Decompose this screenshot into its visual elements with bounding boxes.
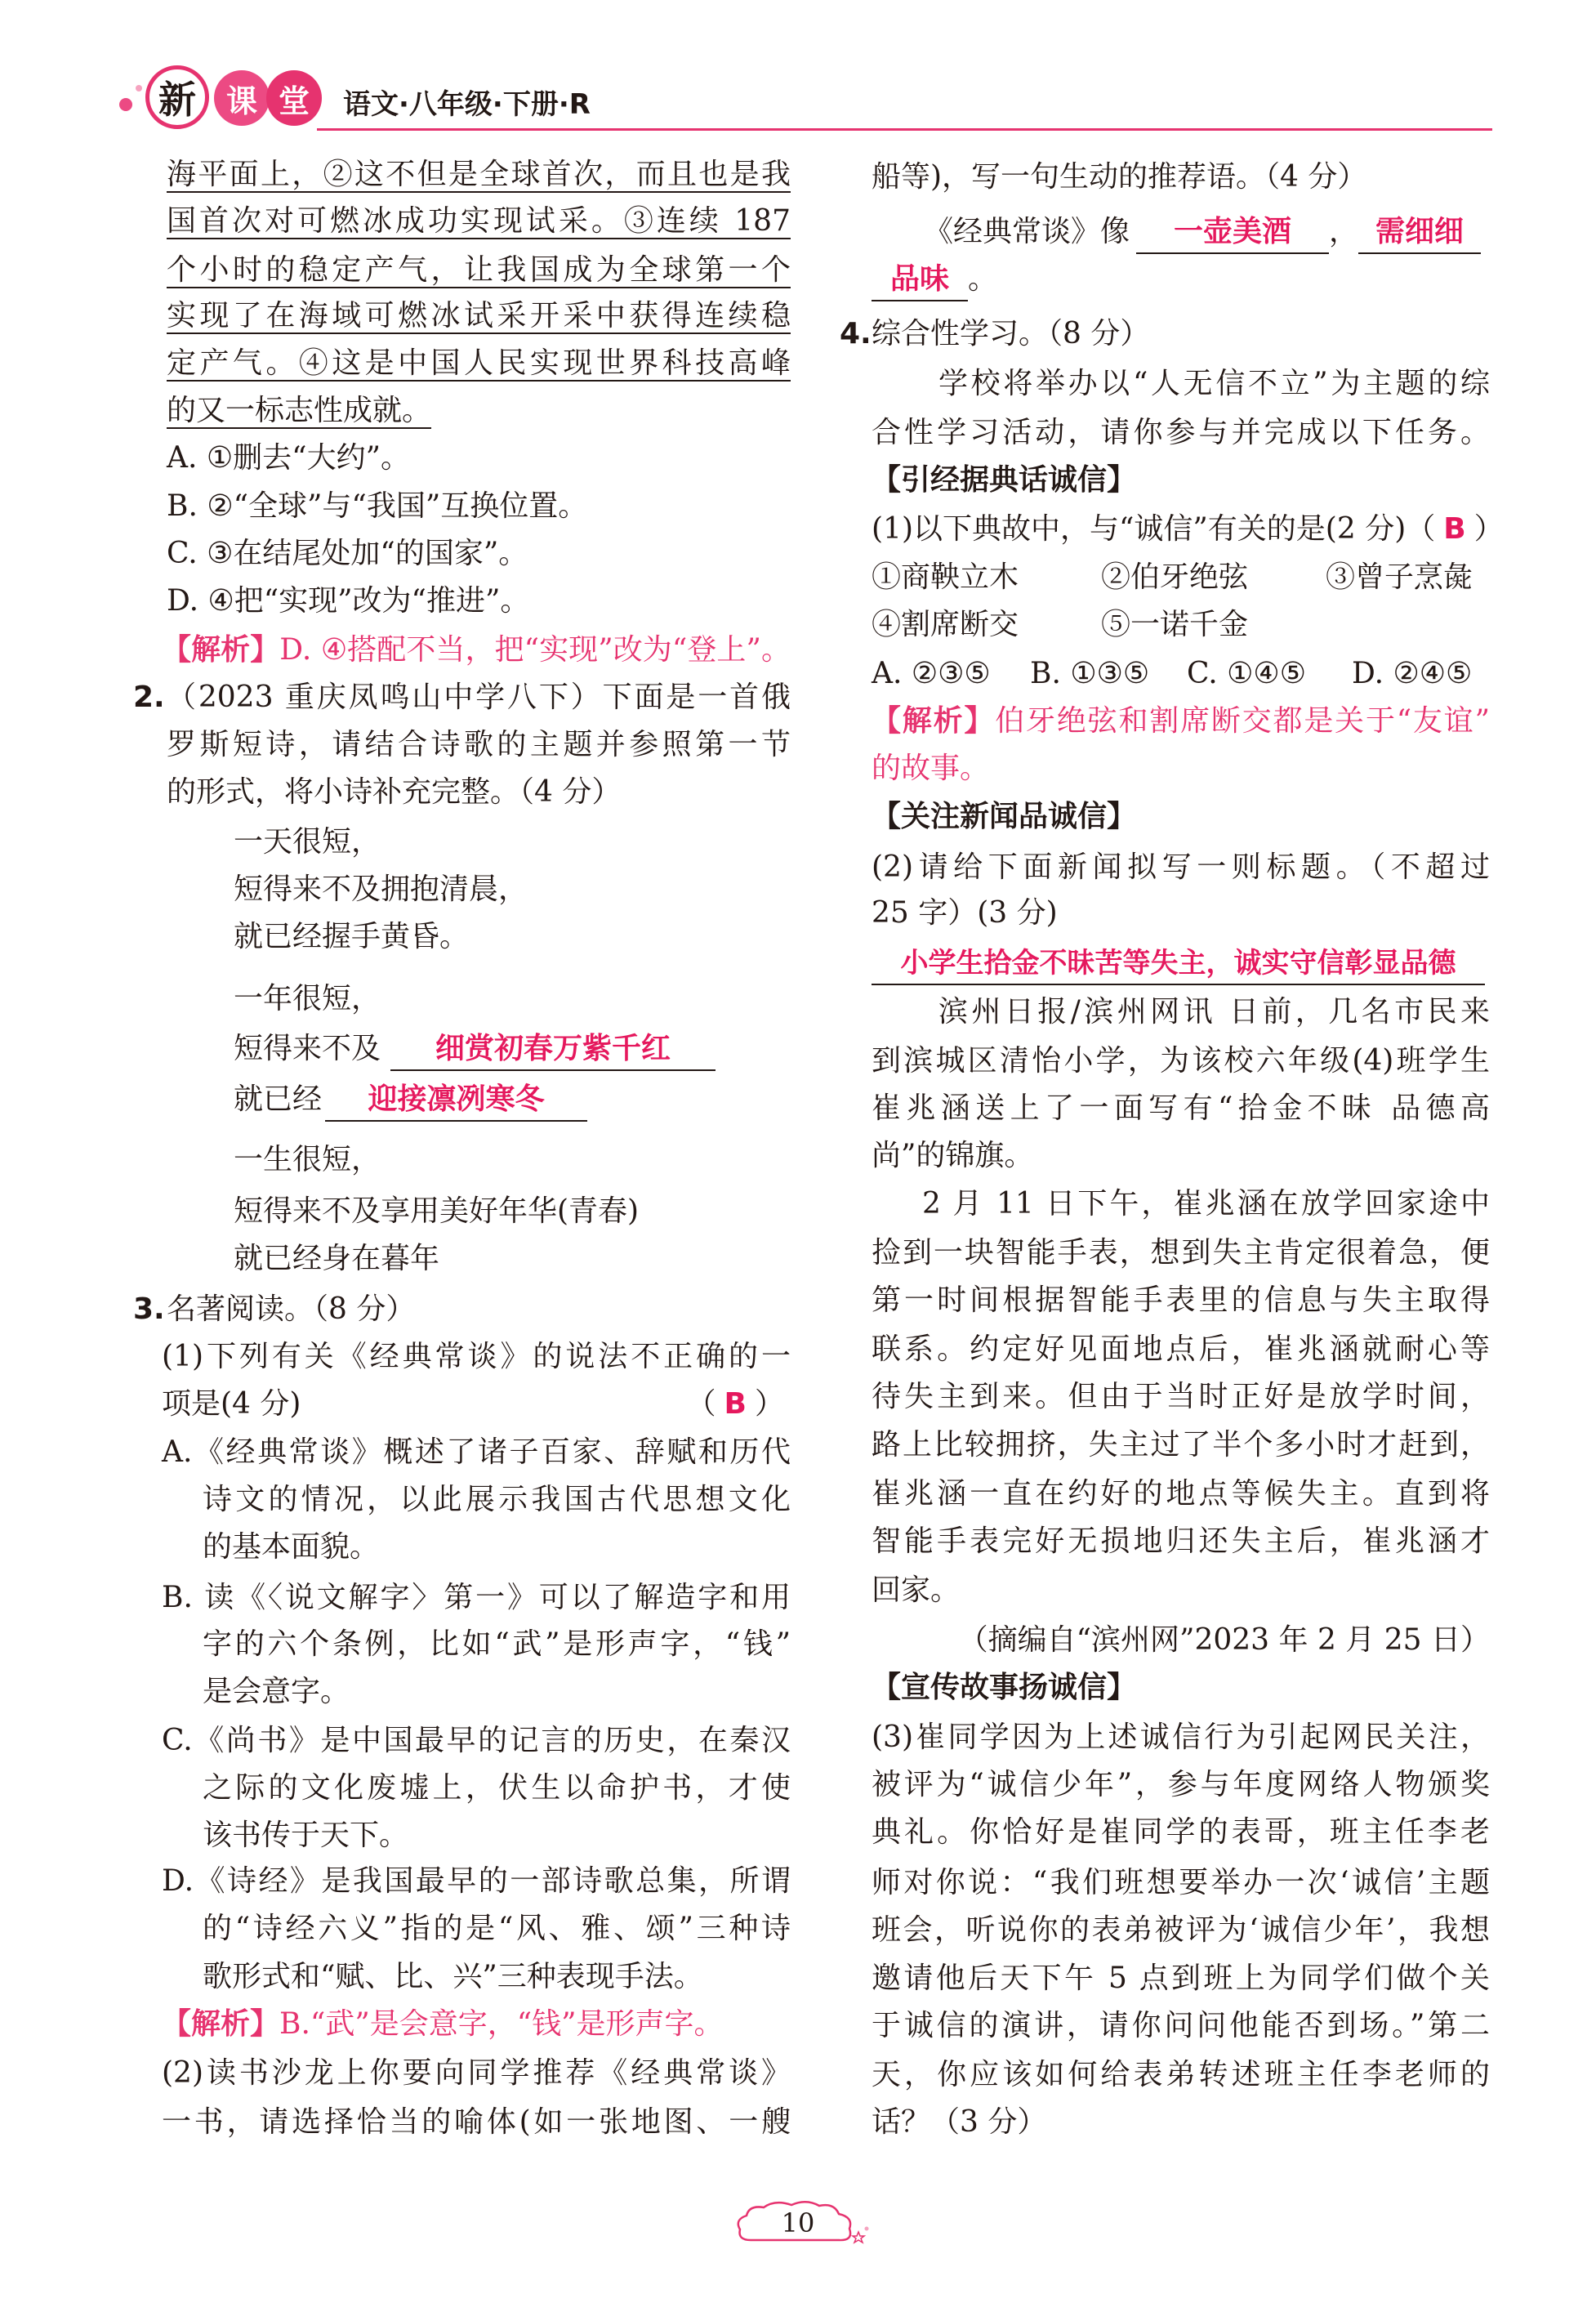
task3-stem-line: (3)崔同学因为上述诚信行为引起网民关注， xyxy=(872,1721,1490,1754)
task2-stem-line: (2)请给下面新闻拟写一则标题。（不超过 xyxy=(872,850,1490,884)
task1-heading: 【引经据典话诚信】 xyxy=(872,463,1137,497)
q1-option-b: B. ②“全球”与“我国”互换位置。 xyxy=(167,489,588,523)
q3-p2-answer-line xyxy=(924,208,1496,256)
q3-p1-stem-text: 项是(4 分) xyxy=(162,1387,301,1421)
q1-passage-text: 的又一标志性成就。 xyxy=(167,394,432,427)
bracket-close: ） xyxy=(1473,512,1504,546)
poem-line: 一天很短， xyxy=(234,825,381,859)
news-line: 崔兆涵送上了一面写有“拾金不昧 品德高 xyxy=(872,1091,1490,1125)
task2-answer-blank: 小学生拾金不昧苦等失主，诚实守信彰显品德 xyxy=(872,943,1485,985)
q1-passage-line xyxy=(167,387,791,435)
poem-line-with-blank xyxy=(234,1076,773,1123)
news-line: 崔兆涵一直在约好的地点等候失主。直到将 xyxy=(872,1477,1490,1511)
q3-option-d-cont: 的“诗经六义”指的是“风、雅、颂”三种诗 xyxy=(203,1912,791,1945)
task2-heading: 【关注新闻品诚信】 xyxy=(872,800,1137,833)
news-line: 尚”的锦旗。 xyxy=(872,1139,1034,1172)
bracket-close: ） xyxy=(754,1387,784,1421)
poem-line-prefix: 短得来不及 xyxy=(234,1032,381,1065)
task1-stem-text: (1)以下典故中，与“诚信”有关的是(2 分) xyxy=(872,512,1407,546)
q3-analysis xyxy=(162,2001,791,2048)
task2-stem-line: 25 字）(3 分) xyxy=(872,896,1058,930)
q1-passage-line xyxy=(167,198,791,245)
task3-stem-line: 典礼。你恰好是崔同学的表哥，班主任李老 xyxy=(872,1815,1490,1849)
news-line: 联系。约定好见面地点后，崔兆涵就耐心等 xyxy=(872,1332,1490,1366)
poem-line-with-blank xyxy=(234,1025,773,1073)
q3-option-a-cont: 诗文的情况，以此展示我国古代思想文化 xyxy=(203,1483,791,1516)
q3-option-a: A.《经典常谈》概述了诸子百家、辞赋和历代 xyxy=(162,1435,791,1469)
story-list-row xyxy=(872,601,1490,649)
q1-passage-line xyxy=(167,247,791,294)
poem-line: 就已经握手黄昏。 xyxy=(234,920,470,953)
q1-passage-text: 个小时的稳定产气，让我国成为全球第一个 xyxy=(167,253,791,287)
q1-option-c: C. ③在结尾处加“的国家”。 xyxy=(167,537,528,570)
story-item: ③曾子烹彘 xyxy=(1326,560,1473,594)
bracket-open: （ xyxy=(686,1387,716,1421)
q3-p2-stem-line: 船等)，写一句生动的推荐语。（4 分） xyxy=(872,160,1367,194)
task3-stem-line: 于诚信的演讲，请你问问他能否到场。”第二 xyxy=(872,2009,1490,2042)
q1-passage-line xyxy=(167,292,791,340)
choice-b: B. ①③⑤ xyxy=(1030,657,1150,690)
q3-p2-answer-blank-1: 一壶美酒 xyxy=(1136,212,1329,254)
task1-stem xyxy=(872,506,1504,553)
task1-choices xyxy=(872,650,1490,698)
q3-option-b-cont: 是会意字。 xyxy=(203,1675,350,1708)
task3-stem-line: 师对你说：“我们班想要举办一次‘诚信’主题 xyxy=(872,1866,1490,1899)
q3-option-c-cont: 之际的文化废墟上，伏生以命护书，才使 xyxy=(203,1771,791,1805)
logo-char-1: 新 xyxy=(145,65,209,129)
logo-char-2: 课 xyxy=(214,70,270,126)
story-item: ②伯牙绝弦 xyxy=(1101,560,1249,594)
header-decoration-dot-small xyxy=(136,85,142,91)
q3-p1-stem-line xyxy=(162,1381,791,1428)
q3-option-b-cont: 字的六个条例，比如“武”是形声字，“钱” xyxy=(203,1627,791,1661)
q3-p2-answer-blank-2: 需细细 xyxy=(1358,212,1481,254)
choice-a: A. ②③⑤ xyxy=(872,657,991,690)
answer-comma: ， xyxy=(1329,215,1359,248)
news-line: 路上比较拥挤，失主过了半个多小时才赶到， xyxy=(872,1428,1490,1462)
story-item: ④割席断交 xyxy=(872,608,1019,641)
q3-p1-answer: B xyxy=(724,1387,747,1421)
bracket-open: （ xyxy=(1406,512,1436,546)
task3-heading: 【宣传故事扬诚信】 xyxy=(872,1671,1137,1704)
page-number: 10 xyxy=(781,2207,815,2238)
q1-passage-text: 实现了在海域可燃冰试采开采中获得连续稳 xyxy=(167,299,791,333)
q3-option-d: D.《诗经》是我国最早的一部诗歌总集，所谓 xyxy=(162,1864,791,1898)
q3-p2-stem-line: (2)读书沙龙上你要向同学推荐《经典常谈》 xyxy=(162,2056,791,2090)
q3-option-b: B. 读《〈说文解字〉第一》可以了解造字和用 xyxy=(162,1581,791,1614)
q1-passage-text: 定产气。④这是中国人民实现世界科技高峰 xyxy=(167,346,791,380)
q1-analysis xyxy=(162,627,791,674)
q4-intro-line: 学校将举办以“人无信不立”为主题的综 xyxy=(938,367,1490,400)
q2-number: 2. xyxy=(133,681,165,714)
answer-period: 。 xyxy=(968,262,998,296)
q3-number: 3. xyxy=(133,1292,165,1326)
task3-stem-line: 天，你应该如何给表弟转述班主任李老师的 xyxy=(872,2058,1490,2091)
q1-passage-line xyxy=(167,151,791,199)
header-rule xyxy=(317,128,1492,131)
task2-answer-line xyxy=(872,939,1490,987)
story-list-row xyxy=(872,554,1490,601)
task3-stem-line: 话？（3 分） xyxy=(872,2105,1047,2139)
q3-title: 名著阅读。（8 分） xyxy=(167,1292,416,1326)
q3-p1-stem-line: (1)下列有关《经典常谈》的说法不正确的一 xyxy=(162,1340,791,1373)
q3-p2-answer-blank-2-cont: 品味 xyxy=(872,259,968,301)
q4-intro-line: 合性学习活动，请你参与并完成以下任务。 xyxy=(872,416,1490,449)
q3-p2-stem-line: 一书，请选择恰当的喻体(如一张地图、一艘 xyxy=(162,2105,791,2139)
logo-char-3: 堂 xyxy=(266,70,322,126)
poem-answer-blank: 细赏初春万紫千红 xyxy=(390,1029,716,1071)
q4-number: 4. xyxy=(840,317,872,350)
task1-analysis-cont: 的故事。 xyxy=(872,752,990,785)
poem-line: 短得来不及拥抱清晨， xyxy=(234,873,528,906)
q3-p2-answer-line xyxy=(872,256,1490,303)
task3-stem-line: 被评为“诚信少年”，参与年度网络人物颁奖 xyxy=(872,1768,1490,1801)
news-line: 智能手表完好无损地归还失主后，崔兆涵才 xyxy=(872,1524,1490,1558)
q1-passage-line xyxy=(167,340,791,387)
poem-line-prefix: 就已经 xyxy=(234,1082,323,1116)
news-line: 回家。 xyxy=(872,1573,961,1607)
task1-analysis xyxy=(872,698,1490,745)
news-line: 捡到一块智能手表，想到失主肯定很着急，便 xyxy=(872,1236,1490,1270)
task3-stem-line: 邀请他后天下午 5 点到班上为同学们做个关 xyxy=(872,1962,1490,1995)
news-line: 2 月 11 日下午，崔兆涵在放学回家途中 xyxy=(922,1187,1490,1221)
poem-answer-blank: 迎接凛冽寒冬 xyxy=(325,1079,587,1122)
choice-c: C. ①④⑤ xyxy=(1187,657,1306,690)
news-line: 到滨城区清怡小学，为该校六年级(4)班学生 xyxy=(872,1044,1490,1078)
page-number-badge xyxy=(733,2198,872,2250)
q3-option-a-cont: 的基本面貌。 xyxy=(203,1530,380,1564)
task1-answer: B xyxy=(1443,512,1466,546)
analysis-text: 伯牙绝弦和割席断交都是关于“友谊” xyxy=(995,704,1490,738)
story-item: ①商鞅立木 xyxy=(872,560,1019,594)
q3-option-d-cont: 歌形式和“赋、比、兴”三种表现手法。 xyxy=(203,1960,703,1993)
analysis-label: 【解析】 xyxy=(162,633,280,667)
answer-bracket xyxy=(687,1381,791,1428)
poem-line: 一年很短， xyxy=(234,982,381,1015)
q3-option-c-cont: 该书传于天下。 xyxy=(203,1819,409,1852)
news-source: （摘编自“滨州网”2023 年 2 月 25 日） xyxy=(958,1623,1490,1657)
q1-passage-text: 海平面上，②这不但是全球首次，而且也是我 xyxy=(167,158,791,191)
news-line: 待失主到来。但由于当时正好是放学时间， xyxy=(872,1380,1490,1413)
news-line: 第一时间根据智能手表里的信息与失主取得 xyxy=(872,1283,1490,1317)
subject-label: 语文·八年级·下册·R xyxy=(343,88,591,121)
analysis-text: B.“武”是会意字，“钱”是形声字。 xyxy=(279,2007,724,2041)
q3-option-c: C.《尚书》是中国最早的记言的历史，在秦汉 xyxy=(162,1724,791,1757)
q1-passage-text: 国首次对可燃冰成功实现试采。③连续 187 xyxy=(167,204,791,238)
poem-line: 短得来不及享用美好年华(青春) xyxy=(234,1194,640,1228)
q2-stem-line: 的形式，将小诗补充完整。（4 分） xyxy=(167,775,622,809)
analysis-label: 【解析】 xyxy=(872,704,996,738)
task3-stem-line: 班会，听说你的表弟被评为‘诚信少年’，我想 xyxy=(872,1913,1490,1947)
poem-line: 一生很短， xyxy=(234,1143,381,1176)
news-line: 滨州日报/滨州网讯 日前，几名市民来 xyxy=(938,995,1490,1029)
header-decoration-dot xyxy=(119,98,132,111)
q1-option-a: A. ①删去“大约”。 xyxy=(167,441,410,475)
choice-d: D. ②④⑤ xyxy=(1352,657,1473,690)
analysis-label: 【解析】 xyxy=(162,2007,280,2041)
q1-option-d: D. ④把“实现”改为“推进”。 xyxy=(167,584,530,618)
q4-title: 综合性学习。（8 分） xyxy=(872,317,1150,350)
analysis-text: D. ④搭配不当，把“实现”改为“登上”。 xyxy=(279,633,791,667)
story-item: ⑤一诺千金 xyxy=(1101,608,1249,641)
q2-stem-line: 罗斯短诗，请结合诗歌的主题并参照第一节 xyxy=(167,728,791,761)
poem-line: 就已经身在暮年 xyxy=(234,1242,440,1275)
answer-prefix: 《经典常谈》像 xyxy=(924,215,1130,248)
q2-stem-line: （2023 重庆凤鸣山中学八下）下面是一首俄 xyxy=(167,681,791,714)
